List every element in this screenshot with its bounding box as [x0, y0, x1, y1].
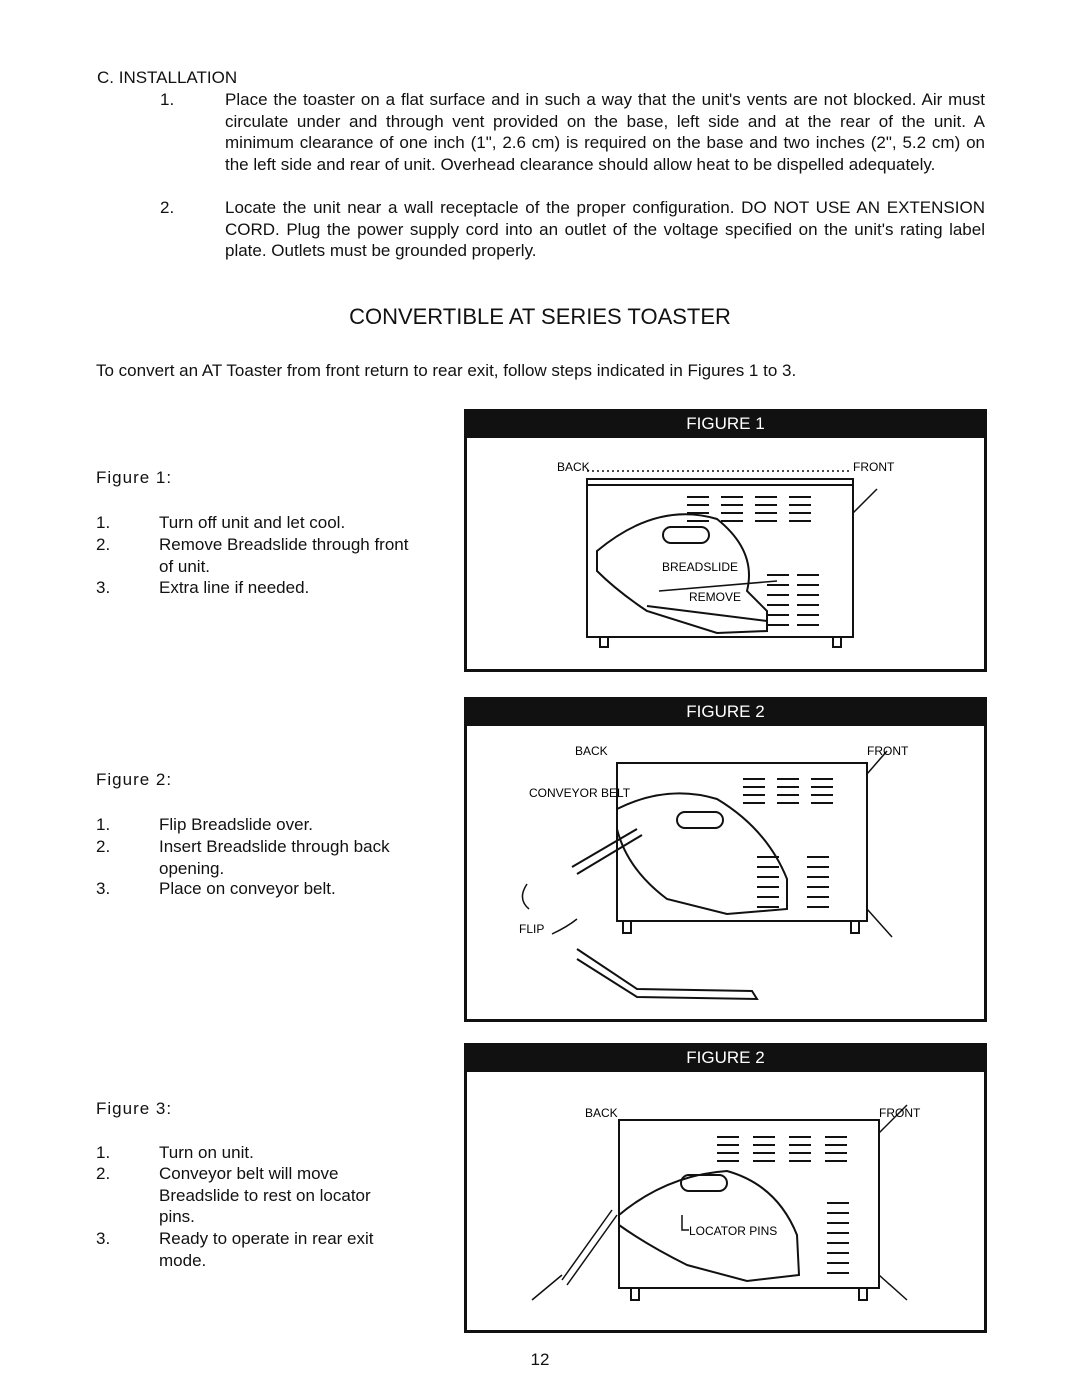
figure-3-header: FIGURE 2 [464, 1043, 987, 1072]
figure-1-step-1-num: 1. [96, 513, 111, 532]
figure-3-step-1-text: Turn on unit. [159, 1143, 254, 1162]
figure-2-step-3-text: Place on conveyor belt. [159, 879, 336, 898]
figure-2-label-flip: FLIP [519, 922, 545, 936]
figure-2-step-3-num: 3. [96, 879, 111, 898]
figure-2-label-back: BACK [575, 744, 608, 758]
figure-3-step-1-num: 1. [96, 1143, 111, 1162]
figure-3-step-3-num: 3. [96, 1229, 111, 1248]
figure-2-step-2-num: 2. [96, 837, 111, 856]
figure-3-box [464, 1043, 987, 1333]
figure-1-label-breadslide: BREADSLIDE [662, 560, 739, 574]
figure-2-label-conveyor: CONVEYOR BELT [529, 786, 631, 800]
figure-1-step-3-num: 3. [96, 578, 111, 597]
intro-text: To convert an AT Toaster from front return to rear exit, follow steps indicated in Figures 1 to 3. [96, 361, 797, 380]
figure-2-step-1-text: Flip Breadslide over. [159, 815, 314, 834]
figure-2-header: FIGURE 2 [464, 697, 987, 726]
figure-3-step-2-text: Conveyor belt will move Breadslide to rest on locator pins. [159, 1164, 371, 1226]
figure-2-box [464, 697, 987, 1022]
figure-1-label-front: FRONT [853, 460, 895, 474]
figure-2-step-2-text: Insert Breadslide through back opening. [159, 837, 390, 878]
section-title: CONVERTIBLE AT SERIES TOASTER [349, 304, 731, 329]
figure-3-label-front: FRONT [879, 1106, 921, 1120]
installation-item-1-text: Place the toaster on a flat surface and in such a way that the unit's vents are not blocked. Air must circulate under and through vent provided on the base, left side and at the rear of the unit. A minimum clearance of one inch (1", 2.6 cm) is required on the base and two inches (2", 5.2 cm) on the left side and rear of unit. Overhead clearance should allow heat to be dispelled adequately. [225, 90, 985, 174]
installation-item-2-text: Locate the unit near a wall receptacle of the proper configuration. DO NOT USE AN EXTENSION CORD. Plug the power supply cord into an outlet of the voltage specified on the unit's rating label plate. Outlets must be grounded properly. [225, 198, 985, 260]
figure-2-label: Figure 2: [96, 770, 173, 789]
installation-heading: C. INSTALLATION [97, 68, 238, 87]
installation-item-2-num: 2. [160, 198, 175, 217]
figure-1-label: Figure 1: [96, 468, 173, 487]
figure-3-label-back: BACK [585, 1106, 618, 1120]
figure-3-step-2-num: 2. [96, 1164, 111, 1183]
figure-3-diagram [467, 1075, 984, 1330]
figure-1-step-2-num: 2. [96, 535, 111, 554]
installation-item-1-num: 1. [160, 90, 175, 109]
figure-2-diagram [467, 729, 984, 1019]
figure-1-diagram [467, 441, 984, 670]
page-number: 12 [530, 1350, 550, 1369]
figure-1-label-back: BACK [557, 460, 590, 474]
figure-1-box [464, 409, 987, 672]
figure-1-step-3-text: Extra line if needed. [159, 578, 310, 597]
figure-3-label-pins: LOCATOR PINS [689, 1224, 778, 1238]
figure-3-step-3-text: Ready to operate in rear exit mode. [159, 1229, 374, 1270]
figure-1-header: FIGURE 1 [464, 409, 987, 438]
figure-1-step-2-text: Remove Breadslide through front of unit. [159, 535, 409, 576]
figure-1-label-remove: REMOVE [689, 590, 742, 604]
figure-2-step-1-num: 1. [96, 815, 111, 834]
figure-2-label-front: FRONT [867, 744, 909, 758]
figure-1-step-1-text: Turn off unit and let cool. [159, 513, 346, 532]
figure-3-label: Figure 3: [96, 1099, 173, 1118]
